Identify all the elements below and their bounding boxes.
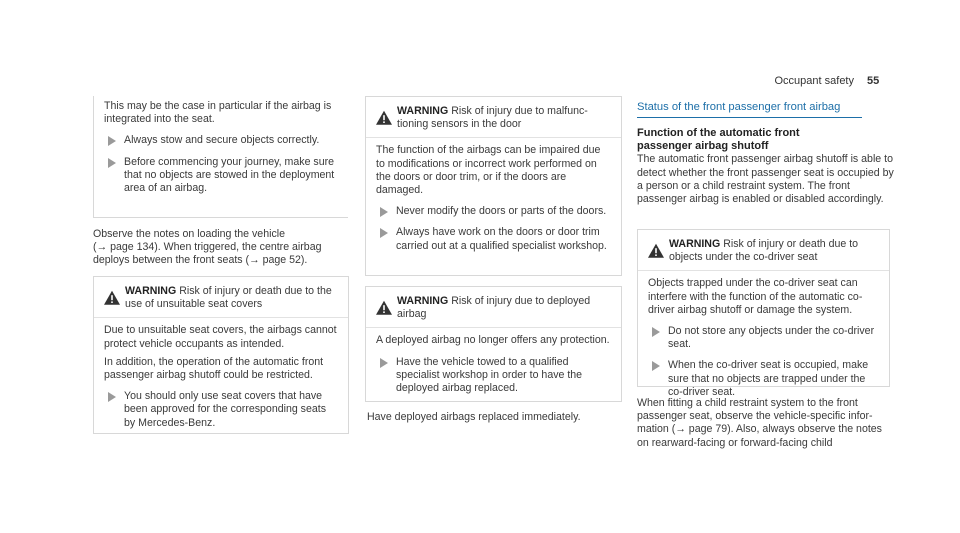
list-item <box>104 134 338 147</box>
warning-paragraph: The function of the airbags can be impaired due to modifications or incorrect work performed on the doors or door trim, or if the doors are damaged. <box>376 144 601 197</box>
warning-label: WARNING <box>397 105 449 117</box>
warning-triangle-icon <box>648 237 664 264</box>
paragraph-line: Observe the notes on loading the vehicle <box>93 228 285 240</box>
loading-note-paragraph <box>93 228 355 268</box>
paragraph-line: (→ page 134). When triggered, the centre airbag <box>93 241 322 254</box>
replace-airbag-note: Have deployed airbags replaced immediately. <box>367 411 581 423</box>
warning-title: Risk of injury due to deployed airbag <box>397 295 591 321</box>
arrow-bullet-icon <box>378 207 390 217</box>
arrow-bullet-icon <box>378 358 390 368</box>
bullet-text: Do not store any objects under the co-driver seat. <box>668 325 875 351</box>
bullet-text: You should only use seat covers that have been approved for the corresponding seats by Mercedes-Benz. <box>124 390 327 429</box>
bullet-text: When the co-driver seat is occupied, make sure that no objects are trapped under the co-driver seat. <box>668 359 869 398</box>
paragraph-line: deploys between the front seats (→ page 52). <box>93 254 308 267</box>
subsection <box>637 127 895 211</box>
warning-triangle-icon <box>104 284 120 311</box>
list-item <box>648 359 879 399</box>
list-item <box>104 156 338 196</box>
bullet-text: Always stow and secure objects correctly. <box>124 134 320 147</box>
arrow-bullet-icon <box>106 392 118 402</box>
warning-box-seat-covers <box>93 276 349 434</box>
list-item <box>648 325 879 351</box>
bullet-text: Have the vehicle towed to a qualified specialist workshop in order to have the deployed airbag replaced. <box>396 355 583 395</box>
arrow-bullet-icon <box>650 327 662 337</box>
page-number: 55 <box>867 75 880 87</box>
warning-box-door-sensors <box>365 96 622 276</box>
warning-paragraph: Due to unsuitable seat covers, the airbags cannot protect vehicle occupants as intended. <box>104 324 337 350</box>
list-item <box>376 205 611 218</box>
warning-header <box>94 277 348 318</box>
warning-label: WARNING <box>397 295 449 307</box>
intro-box <box>93 96 348 218</box>
warning-header <box>638 230 889 271</box>
bullet-text: Never modify the doors or parts of the doors. <box>396 205 607 218</box>
intro-text: This may be the case in particular if the airbag is integrated into the seat. <box>104 100 332 126</box>
running-header: Occupant safety <box>774 75 854 87</box>
warning-title: Risk of injury or death due to the use of unsuitable seat covers <box>125 285 332 311</box>
list-item <box>376 356 611 396</box>
warning-title: Risk of injury due to malfunctioning sensors in the door <box>397 105 588 131</box>
warning-title: Risk of injury or death due to objects under the co-driver seat <box>669 238 859 264</box>
warning-header <box>366 287 621 328</box>
subsection-heading: Function of the automatic front passenger airbag shutoff <box>637 127 800 153</box>
warning-triangle-icon <box>376 294 392 321</box>
warning-paragraph: A deployed airbag no longer offers any protection. <box>376 334 610 347</box>
warning-paragraph: Objects trapped under the co-driver seat can interfere with the function of the automatic co-driver airbag shutoff or damage the system. <box>648 277 863 316</box>
body-paragraph: The automatic front passenger airbag shutoff is able to detect whether the front passenger seat is occupied by a person or a child restraint system. The front passenger airbag is enabled or disabled accordingly. <box>637 153 894 206</box>
list-item <box>376 226 611 252</box>
list-item <box>104 390 338 430</box>
warning-header <box>366 97 621 138</box>
warning-box-deployed-airbag <box>365 286 622 402</box>
warning-paragraph: In addition, the operation of the automatic front passenger airbag shutoff could be restricted. <box>104 355 324 382</box>
warning-label: WARNING <box>669 238 721 250</box>
arrow-bullet-icon <box>378 228 390 238</box>
bullet-text: Before commencing your journey, make sure that no objects are stowed in the deployment area of an airbag. <box>124 155 335 195</box>
warning-label: WARNING <box>125 285 177 297</box>
bullet-text: Always have work on the doors or door trim carried out at a qualified specialist workshop. <box>396 226 607 252</box>
warning-triangle-icon <box>376 104 392 131</box>
title-underline <box>637 117 862 118</box>
section-title-text: Status of the front passenger front airbag <box>637 101 841 113</box>
arrow-bullet-icon <box>650 361 662 371</box>
child-restraint-note: When fitting a child restraint system to the front passenger seat, observe the vehicle-specific information (→ page 79). Also, always observe the notes on rearward-facing or forward-facing child <box>637 397 882 449</box>
section-title <box>637 101 862 118</box>
arrow-bullet-icon <box>106 136 118 146</box>
warning-box-objects-under-seat <box>637 229 890 398</box>
arrow-bullet-icon <box>106 158 118 168</box>
